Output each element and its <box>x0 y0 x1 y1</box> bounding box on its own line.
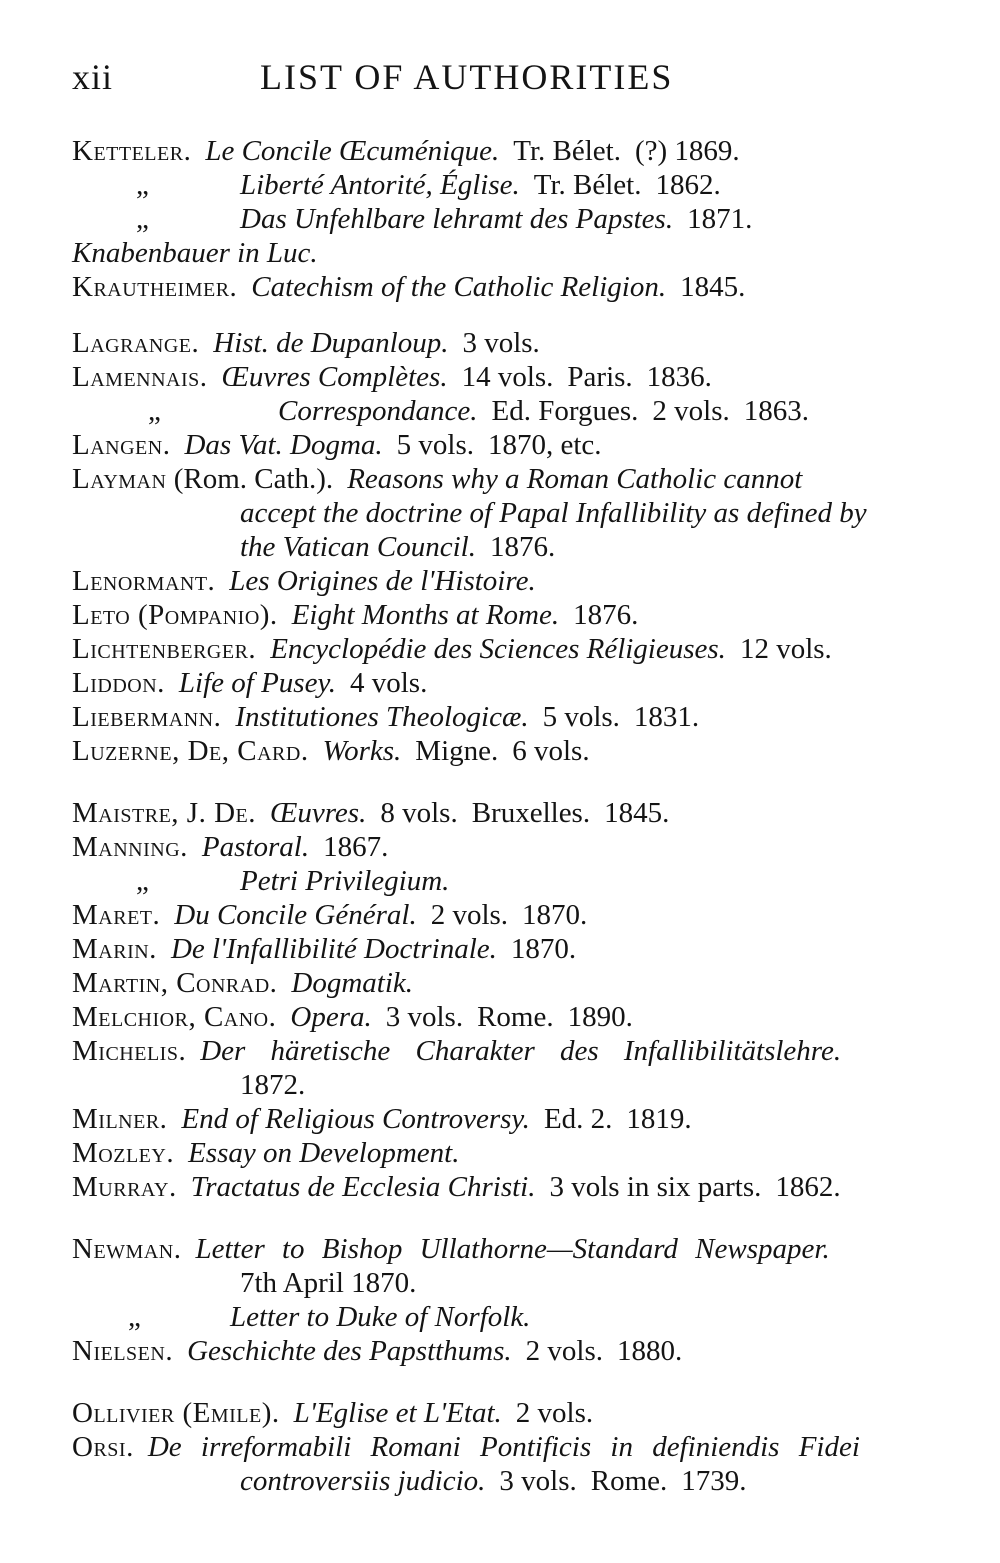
entry-leto: Leto (Pompanio). Eight Months at Rome. 1876. <box>72 599 639 631</box>
ditto-mark: „ <box>128 1301 141 1333</box>
entry-murray: Murray. Tractatus de Ecclesia Christi. 3 vols in six parts. 1862. <box>72 1171 841 1203</box>
entry-maistre: Maistre, J. De. Œuvres. 8 vols. Bruxelles. 1845. <box>72 797 670 829</box>
entry-orsi-cont: controversiis judicio. 3 vols. Rome. 1739. <box>240 1465 747 1497</box>
entry-lenormant: Lenormant. Les Origines de l'Histoire. <box>72 565 536 597</box>
page-number: xii <box>72 57 114 97</box>
entry-liddon: Liddon. Life of Pusey. 4 vols. <box>72 667 428 699</box>
entry-marin: Marin. De l'Infallibilité Doctrinale. 1870. <box>72 933 577 965</box>
entry-orsi: Orsi. De irreformabili Romani Pontificis in definiendis Fidei <box>72 1431 860 1463</box>
entry-melchior: Melchior, Cano. Opera. 3 vols. Rome. 1890. <box>72 1001 633 1033</box>
entry-michelis: Michelis. Der häretische Charakter des Infallibilitätslehre. <box>72 1035 842 1067</box>
entry-langen: Langen. Das Vat. Dogma. 5 vols. 1870, etc. <box>72 429 602 461</box>
page-header <box>72 56 932 108</box>
entry-ketteler: Ketteler. Le Concile Œcuménique. Tr. Bélet. (?) 1869. <box>72 135 740 167</box>
entry-knabenbauer: Knabenbauer in Luc. <box>72 237 318 269</box>
entry-lichtenberger: Lichtenberger. Encyclopédie des Sciences Réligieuses. 12 vols. <box>72 633 832 665</box>
entry-luzerne: Luzerne, De, Card. Works. Migne. 6 vols. <box>72 735 590 767</box>
entry-milner: Milner. End of Religious Controversy. Ed. 2. 1819. <box>72 1103 692 1135</box>
entry-ollivier: Ollivier (Emile). L'Eglise et L'Etat. 2 vols. <box>72 1397 594 1429</box>
entry-layman: Layman (Rom. Cath.). Reasons why a Roman Catholic cannot <box>72 463 803 495</box>
entry-newman: Newman. Letter to Bishop Ullathorne—Standard Newspaper. <box>72 1233 830 1265</box>
ditto-mark: „ <box>136 169 149 201</box>
entry-manning-2: „ Petri Privilegium. <box>72 864 932 898</box>
entry-krautheimer: Krautheimer. Catechism of the Catholic Religion. 1845. <box>72 271 746 303</box>
entry-manning: Manning. Pastoral. 1867. <box>72 831 389 863</box>
entry-lamennais-2: „ Correspondance. Ed. Forgues. 2 vols. 1863. <box>72 394 932 428</box>
entry-layman-cont-1: accept the doctrine of Papal Infallibility as defined by <box>240 497 867 529</box>
ditto-mark: „ <box>136 865 149 897</box>
ditto-mark: „ <box>148 395 161 427</box>
page-title: LIST OF AUTHORITIES <box>260 57 674 97</box>
entry-maret: Maret. Du Concile Général. 2 vols. 1870. <box>72 899 588 931</box>
entry-newman-cont: 7th April 1870. <box>240 1267 417 1299</box>
entry-michelis-cont: 1872. <box>240 1069 306 1101</box>
ditto-mark: „ <box>136 203 149 235</box>
entry-ketteler-3: „ Das Unfehlbare lehramt des Papstes. 1871. <box>72 202 932 236</box>
entry-lamennais: Lamennais. Œuvres Complètes. 14 vols. Paris. 1836. <box>72 361 712 393</box>
entry-layman-cont-2: the Vatican Council. 1876. <box>240 531 556 563</box>
entry-liebermann: Liebermann. Institutiones Theologicæ. 5 vols. 1831. <box>72 701 700 733</box>
entry-nielsen: Nielsen. Geschichte des Papstthums. 2 vols. 1880. <box>72 1335 683 1367</box>
entry-mozley: Mozley. Essay on Development. <box>72 1137 460 1169</box>
entry-lagrange: Lagrange. Hist. de Dupanloup. 3 vols. <box>72 327 540 359</box>
entry-newman-2: „ Letter to Duke of Norfolk. <box>72 1300 932 1334</box>
entry-ketteler-2: „ Liberté Antorité, Église. Tr. Bélet. 1862. <box>72 168 932 202</box>
entry-martin: Martin, Conrad. Dogmatik. <box>72 967 414 999</box>
